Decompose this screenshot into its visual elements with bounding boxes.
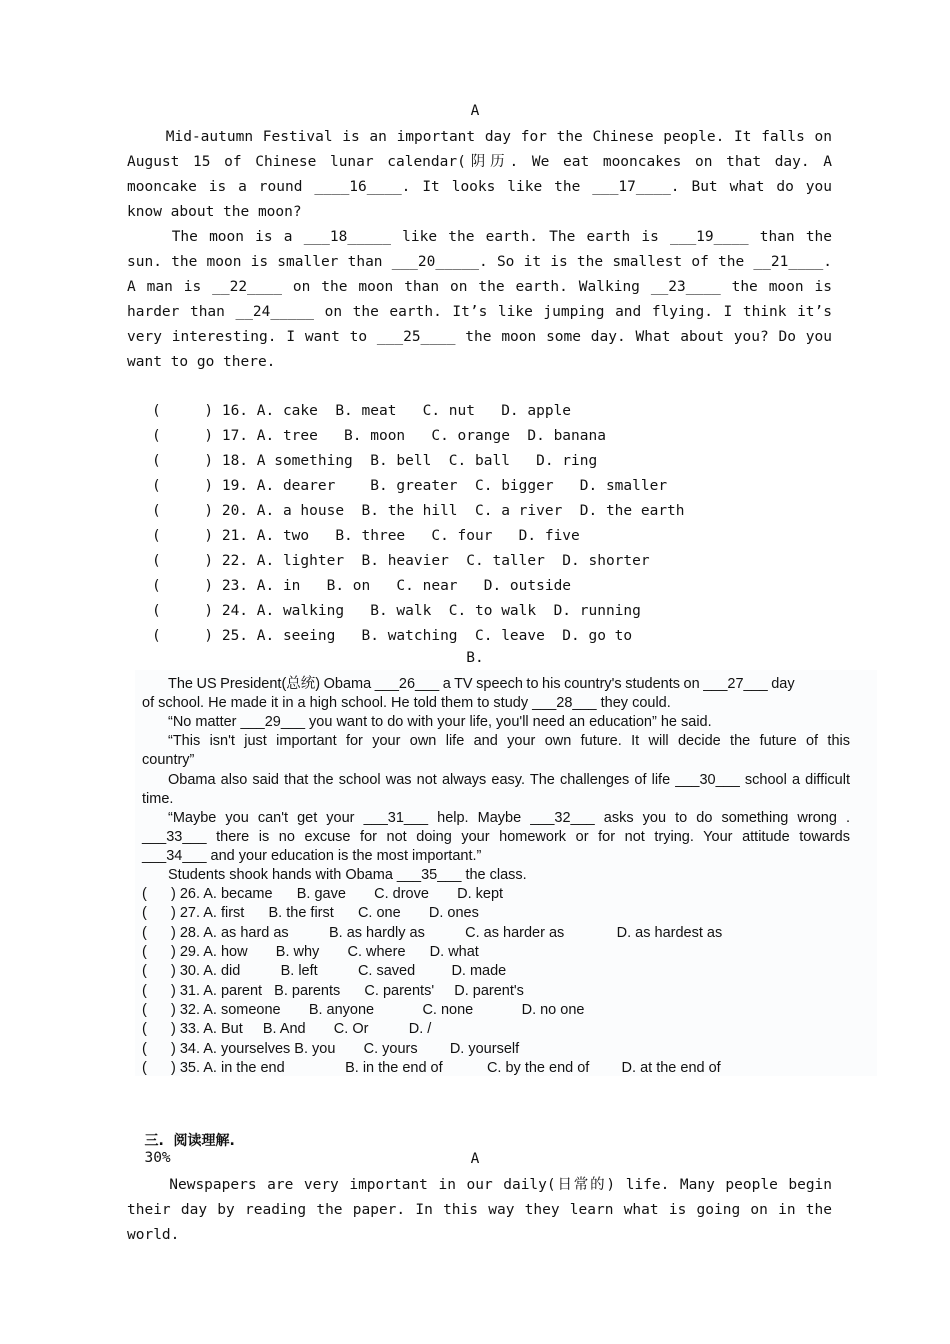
section-three-label: 三. 阅读理解. (144, 1133, 235, 1149)
passage-b-line-11: Students shook hands with Obama ___35___ the class. (168, 867, 527, 883)
passage-b-line-10: ___34___ and your education is the most important.” (142, 848, 482, 864)
passage-b-line-3: “No matter ___29___ you want to do with your life, you'll need an education” he said. (168, 714, 712, 730)
reading-a-paragraph: Newspapers are very important in our daily(日常的) life. Many people begin their day by reading the paper. In this way they learn what is going on in the world. (127, 1177, 841, 1243)
section-b-title: B. (466, 650, 484, 666)
question-35: ( ) 35. A. in the end B. in the end of C. by the end of D. at the end of (142, 1060, 721, 1076)
question-34: ( ) 34. A. yourselves B. you C. yours D. yourself (142, 1041, 520, 1057)
section-a-title: A (470, 103, 480, 119)
passage-b-line-6: Obama also said that the school was not always easy. The challenges of life ___30___ school a difficult (168, 772, 850, 788)
passage-b-line-1: The US President(总统) Obama ___26___ a TV speech to his country's students on ___27___ day (168, 676, 795, 692)
passage-b-line-4: “This isn't just important for your own life and your own future. It will decide the future of this (168, 733, 850, 749)
section-three-score: 30% (144, 1150, 171, 1166)
question-24: ( ) 24. A. walking B. walk C. to walk D. running (152, 603, 641, 619)
question-31: ( ) 31. A. parent B. parents C. parents' D. parent's (142, 983, 524, 999)
question-17: ( ) 17. A. tree B. moon C. orange D. banana (152, 428, 606, 444)
question-27: ( ) 27. A. first B. the first C. one D. ones (142, 905, 479, 921)
question-20: ( ) 20. A. a house B. the hill C. a river D. the earth (152, 503, 685, 519)
question-32: ( ) 32. A. someone B. anyone C. none D. no one (142, 1002, 585, 1018)
passage-b-line-8: “Maybe you can't get your ___31___ help. Maybe ___32___ asks you to do something wrong . (168, 810, 850, 826)
question-16: ( ) 16. A. cake B. meat C. nut D. apple (152, 403, 572, 419)
question-18: ( ) 18. A something B. bell C. ball D. ring (152, 453, 598, 469)
question-26: ( ) 26. A. became B. gave C. drove D. kept (142, 886, 504, 902)
passage-a-paragraph-2: The moon is a ___18_____ like the earth. The earth is ___19____ than the sun. the moon is smaller than ___20_____. So it is the smallest of the __21____. A man is __22____ on the moon than on the earth. Walking __23____ the moon is harder than __24_____ on the earth. It’s like jumping and flying. I think it’s very interesting. I want to ___25____ the moon some day. What about you? Do you want to go there. (127, 229, 850, 370)
question-29: ( ) 29. A. how B. why C. where D. what (142, 944, 479, 960)
question-28: ( ) 28. A. as hard as B. as hardly as C. as harder as D. as hardest as (142, 925, 723, 941)
passage-b-line-7: time. (142, 791, 174, 807)
question-22: ( ) 22. A. lighter B. heavier C. taller D. shorter (152, 553, 650, 569)
passage-a-paragraph-1: Mid-autumn Festival is an important day for the Chinese people. It falls on August 15 of Chinese lunar calendar(阴历. We eat mooncakes on that day. A mooncake is a round ____16____. It looks like the ___17____. But what do you know about the moon? (127, 129, 841, 220)
section-three-title: A (470, 1151, 480, 1167)
question-25: ( ) 25. A. seeing B. watching C. leave D. go to (152, 628, 633, 644)
question-30: ( ) 30. A. did B. left C. saved D. made (142, 963, 507, 979)
question-21: ( ) 21. A. two B. three C. four D. five (152, 528, 580, 544)
passage-b-line-2: of school. He made it in a high school. He told them to study ___28___ they could. (142, 695, 671, 711)
question-19: ( ) 19. A. dearer B. greater C. bigger D. smaller (152, 478, 668, 494)
question-33: ( ) 33. A. But B. And C. Or D. / (142, 1021, 432, 1037)
passage-b-line-5: country” (142, 752, 195, 768)
question-23: ( ) 23. A. in B. on C. near D. outside (152, 578, 572, 594)
passage-b-line-9: ___33___ there is no excuse for not doing your homework or for not trying. Your attitude towards (142, 829, 850, 845)
